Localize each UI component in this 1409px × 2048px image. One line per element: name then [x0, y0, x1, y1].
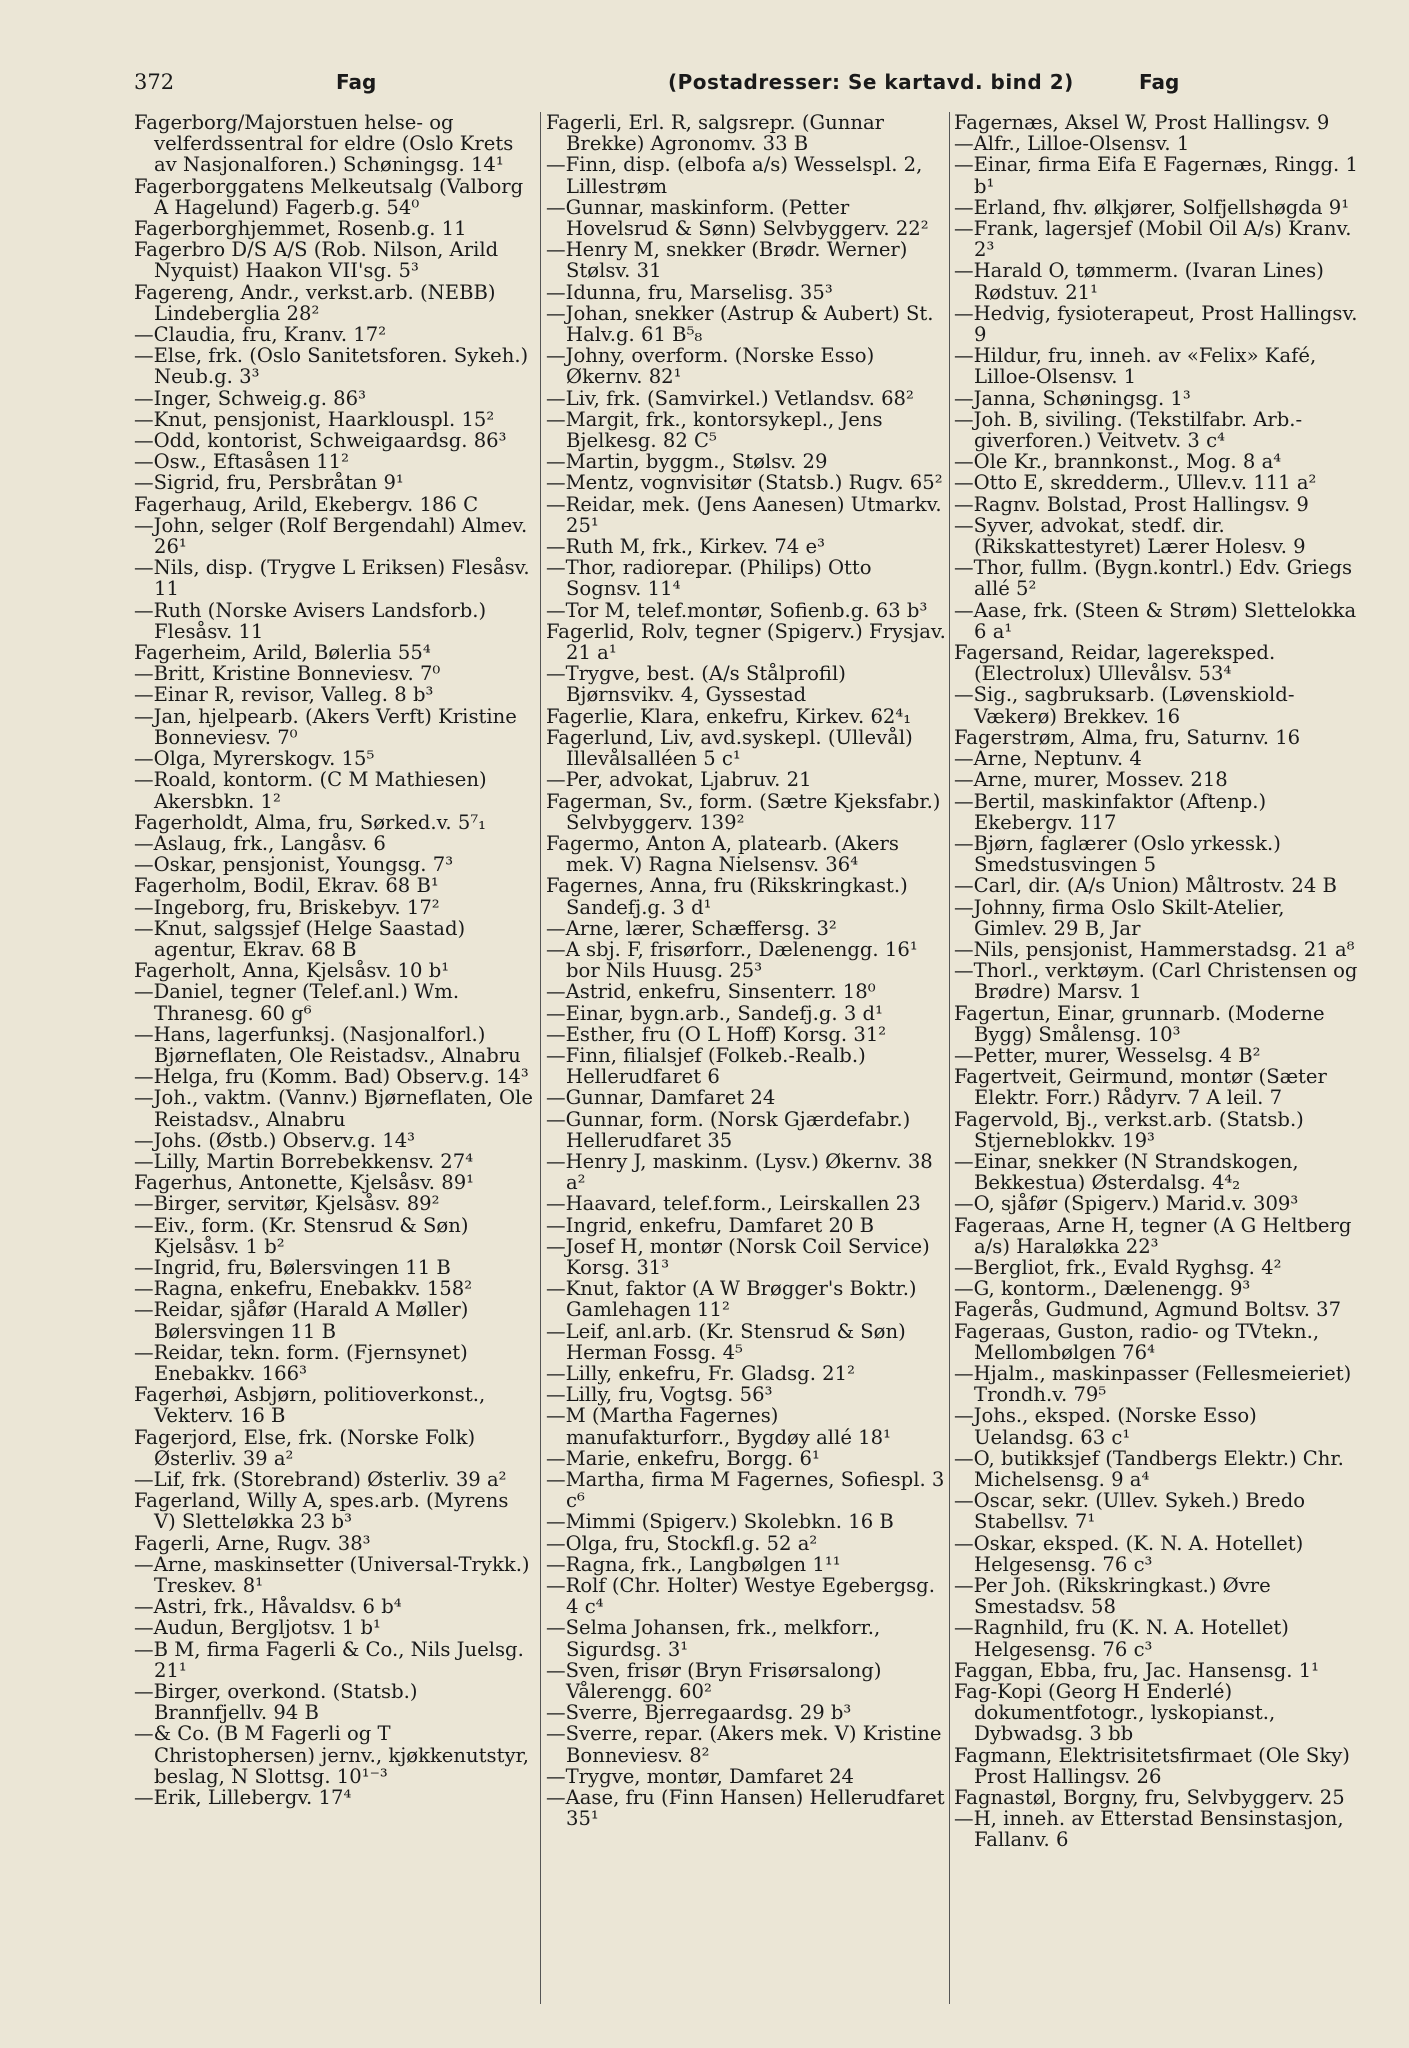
directory-entry: —Sverre, Bjerregaardsg. 29 b³ — [546, 1701, 852, 1725]
directory-entry: —Josef H, montør (Norsk Coil Service) Korsg. 31³ — [546, 1234, 930, 1279]
directory-entry: —Hedvig, fysioterapeut, Prost Hallingsv. 9 — [954, 301, 1358, 347]
directory-entry: —Sven, frisør (Bryn Frisørsalong) Vålerengg. 60² — [546, 1658, 882, 1704]
directory-entry: Fag-Kopi (Georg H Enderlé) dokumentfotogr., lyskopianst., Dybwadsg. 3 bb — [954, 1680, 1276, 1746]
directory-entry: —Inger, Schweig.g. 86³ — [134, 386, 366, 410]
directory-entry: —Olga, fru, Stockfl.g. 52 a² — [546, 1531, 818, 1555]
directory-entry: Fagerholdt, Alma, fru, Sørked.v. 5⁷₁ — [134, 810, 487, 834]
directory-entry: —Bertil, maskinfaktor (Aftenp.) Ekebergv. 117 — [954, 789, 1267, 834]
directory-entry: Fagerhøi, Asbjørn, politioverkonst., Vekterv. 16 B — [134, 1383, 486, 1428]
directory-entry: Fagerland, Willy A, spes.arb. (Myrens V) Sletteløkka 23 b³ — [134, 1489, 509, 1534]
directory-entry: —Trygve, best. (A/s Stålprofil) Bjørnsvikv. 4, Gyssestad — [546, 662, 846, 707]
directory-entry: —Martha, firma M Fagernes, Sofiespl. 3 c⁶ — [546, 1468, 945, 1513]
directory-entry: Fagereng, Andr., verkst.arb. (NEBB) Lindeberglia 28² — [134, 280, 496, 325]
directory-entry: —Thor, fullm. (Bygn.kontrl.) Edv. Griegs allé 5² — [954, 556, 1353, 601]
directory-entry: Fagerborghjemmet, Rosenb.g. 11 — [134, 217, 467, 241]
directory-entry: Fagerborg/Majorstuen helse- og velferdssentral for eldre (Oslo Krets av Nasjonalforen.) Schøningsg. 14¹ — [134, 112, 514, 177]
directory-entry: —Oskar, pensjonist, Youngsg. 7³ — [134, 853, 454, 877]
directory-entry: —Oscar, sekr. (Ullev. Sykeh.) Bredo Stabellsv. 7¹ — [954, 1489, 1306, 1534]
directory-entry: Fagernæs, Aksel W, Prost Hallingsv. 9 — [954, 112, 1330, 134]
page-number: 372 — [134, 70, 175, 94]
directory-entry: —Aslaug, frk., Langåsv. 6 — [134, 831, 386, 855]
directory-entry: —Martin, byggm., Stølsv. 29 — [546, 450, 828, 474]
directory-entry: —Trygve, montør, Damfaret 24 — [546, 1764, 854, 1788]
directory-entry: —Reidar, mek. (Jens Aanesen) Utmarkv. 25¹ — [546, 492, 942, 537]
directory-entry: Fagertveit, Geirmund, montør (Sæter Elektr. Forr.) Rådyrv. 7 A leil. 7 — [954, 1065, 1327, 1110]
directory-entry: —Liv, frk. (Samvirkel.) Vetlandsv. 68² — [546, 386, 914, 410]
directory-entry: —Johs., eksped. (Norske Esso) Uelandsg. 63 c¹ — [954, 1404, 1257, 1449]
directory-entry: —Britt, Kristine Bonneviesv. 7⁰ — [134, 662, 441, 686]
directory-entry: —Reidar, tekn. form. (Fjernsynet) Enebakkv. 166³ — [134, 1340, 468, 1385]
directory-entry: —Ragna, enkefru, Enebakkv. 158² — [134, 1277, 473, 1301]
directory-entry: Fagerman, Sv., form. (Sætre Kjeksfabr.) Selvbyggerv. 139² — [546, 789, 941, 834]
directory-entry: —Syver, advokat, stedf. dir. (Rikskattestyret) Lærer Holesv. 9 — [954, 513, 1306, 559]
center-running-head: (Postadresser: Se kartavd. bind 2) — [668, 70, 1074, 94]
directory-entry: —Per, advokat, Ljabruv. 21 — [546, 768, 812, 792]
directory-entry: —Knut, pensjonist, Haarklouspl. 15² — [134, 407, 495, 431]
directory-entry: —Finn, disp. (elbofa a/s) Wesselspl. 2, Lillestrøm — [546, 153, 923, 198]
directory-entry: —Bergliot, frk., Evald Ryghsg. 4² — [954, 1255, 1282, 1279]
page-header — [134, 66, 1180, 100]
column-divider — [540, 112, 541, 2004]
directory-entry: —Bjørn, faglærer (Oslo yrkessk.) Smedstusvingen 5 — [954, 831, 1281, 877]
directory-entry: —Esther, fru (O L Hoff) Korsg. 31² — [546, 1022, 887, 1046]
directory-entry: Fagnastøl, Borgny, fru, Selvbyggerv. 25 — [954, 1786, 1345, 1810]
directory-entry: —G, kontorm., Dælenengg. 9³ — [954, 1277, 1251, 1301]
directory-entry: —Rolf (Chr. Holter) Westye Egebergsg. 4 c⁴ — [546, 1574, 935, 1619]
directory-entry: —Ingrid, enkefru, Damfaret 20 B — [546, 1213, 875, 1237]
directory-entry: —Arne, lærer, Schæffersg. 3² — [546, 916, 837, 940]
directory-entry: —Sigrid, fru, Persbråtan 9¹ — [134, 471, 404, 495]
directory-entry: —Hans, lagerfunksj. (Nasjonalforl.) Bjørneflaten, Ole Reistadsv., Alnabru — [134, 1022, 521, 1067]
directory-column-2 — [546, 112, 946, 2012]
directory-entry: —Erland, fhv. ølkjører, Solfjellshøgda 9¹ — [954, 195, 1350, 219]
directory-entry: Fagmann, Elektrisitetsfirmaet (Ole Sky) Prost Hallingsv. 26 — [954, 1743, 1350, 1788]
directory-entry: —H, inneh. av Etterstad Bensinstasjon, Fallanv. 6 — [954, 1807, 1344, 1852]
right-running-head: Fag — [1139, 70, 1180, 94]
directory-entry: —O, sjåfør (Spigerv.) Marid.v. 309³ — [954, 1192, 1299, 1216]
directory-entry: —Aase, frk. (Steen & Strøm) Slettelokka 6 a¹ — [954, 598, 1357, 643]
directory-entry: —Mentz, vognvisitør (Statsb.) Rugv. 65² — [546, 471, 943, 495]
directory-column-1 — [134, 112, 534, 2012]
left-running-head: Fag — [336, 70, 377, 94]
directory-entry: —Erik, Lillebergv. 17⁴ — [134, 1786, 352, 1810]
column-divider — [949, 112, 950, 2004]
directory-entry: —Henry J, maskinm. (Lysv.) Økernv. 38 a² — [546, 1149, 933, 1195]
directory-entry: —Gunnar, form. (Norsk Gjærdefabr.) Hellerudfaret 35 — [546, 1107, 911, 1152]
directory-entry: Fagerli, Arne, Rugv. 38³ — [134, 1531, 371, 1555]
directory-entry: Fagertun, Einar, grunnarb. (Moderne Bygg) Smålensg. 10³ — [954, 1001, 1325, 1046]
directory-entry: —Audun, Bergljotsv. 1 b¹ — [134, 1616, 381, 1640]
directory-entry: —Odd, kontorist, Schweigaardsg. 86³ — [134, 429, 507, 453]
directory-entry: Fagerjord, Else, frk. (Norske Folk) Østerliv. 39 a² — [134, 1425, 476, 1470]
directory-entry: —Sverre, repar. (Akers mek. V) Kristine Bonneviesv. 8² — [546, 1722, 942, 1767]
directory-entry: —Otto E, skredderm., Ullev.v. 111 a² — [954, 471, 1317, 495]
directory-entry: —Nils, pensjonist, Hammerstadsg. 21 a⁸ — [954, 937, 1355, 961]
directory-entry: —O, butikksjef (Tandbergs Elektr.) Chr. Michelsensg. 9 a⁴ — [954, 1446, 1344, 1491]
directory-entry: —M (Martha Fagernes) manufakturforr., Bygdøy allé 18¹ — [546, 1404, 891, 1449]
directory-entry: —Lif, frk. (Storebrand) Østerliv. 39 a² — [134, 1468, 507, 1491]
directory-entry: Fagernes, Anna, fru (Rikskringkast.) Sandefj.g. 3 d¹ — [546, 874, 908, 919]
directory-entry: —Margit, frk., kontorsykepl., Jens Bjelkesg. 82 C⁵ — [546, 407, 883, 453]
directory-entry: —Alfr., Lilloe-Olsensv. 1 — [954, 132, 1190, 156]
directory-entry: —Henry M, snekker (Brødr. Werner) Stølsv. 31 — [546, 238, 908, 283]
directory-entry: —Johnny, firma Oslo Skilt-Atelier, Gimlev. 29 B, Jar — [954, 895, 1285, 940]
directory-entry: —Selma Johansen, frk., melkforr., Sigurdsg. 3¹ — [546, 1616, 881, 1661]
directory-entry: —Aase, fru (Finn Hansen) Hellerudfaret 35¹ — [546, 1786, 945, 1831]
directory-entry: —Gunnar, maskinform. (Petter Hovelsrud & Sønn) Selvbyggerv. 22² — [546, 195, 929, 241]
directory-entry: —Thorl., verktøym. (Carl Christensen og Brødre) Marsv. 1 — [954, 959, 1358, 1004]
directory-entry: Fagervold, Bj., verkst.arb. (Statsb.) Stjerneblokkv. 19³ — [954, 1107, 1304, 1152]
directory-entry: —Janna, Schøningsg. 1³ — [954, 386, 1191, 410]
directory-entry: —Hildur, fru, inneh. av «Felix» Kafé, Lilloe-Olsensv. 1 — [954, 344, 1317, 389]
directory-entry: —Osw., Eftasåsen 11² — [134, 450, 349, 474]
directory-entry: —Einar R, revisor, Valleg. 8 b³ — [134, 683, 434, 707]
directory-entry: Fagerlie, Klara, enkefru, Kirkev. 62⁴₁ — [546, 704, 912, 728]
directory-entry: —Joh., vaktm. (Vannv.) Bjørneflaten, Ole Reistadsv., Alnabru — [134, 1086, 533, 1131]
directory-column-3 — [954, 112, 1360, 2012]
directory-entry: —Astrid, enkefru, Sinsenterr. 18⁰ — [546, 980, 876, 1004]
directory-entry: —Lilly, enkefru, Fr. Gladsg. 21² — [546, 1361, 855, 1385]
directory-entry: —Joh. B, siviling. (Tekstilfabr. Arb.-giverforen.) Veitvetv. 3 c⁴ — [954, 407, 1303, 453]
directory-entry: —Knut, faktor (A W Brøgger's Boktr.) Gamlehagen 11² — [546, 1277, 917, 1322]
directory-entry: Fagerhaug, Arild, Ekebergv. 186 C — [134, 492, 479, 516]
directory-entry: Fagerholm, Bodil, Ekrav. 68 B¹ — [134, 874, 439, 898]
directory-entry: —Olga, Myrerskogv. 15⁵ — [134, 747, 375, 771]
directory-entry: Fagerhus, Antonette, Kjelsåsv. 89¹ — [134, 1171, 475, 1195]
directory-entry: Fagerheim, Arild, Bølerlia 55⁴ — [134, 641, 431, 665]
directory-entry: —Arne, Neptunv. 4 — [954, 747, 1142, 771]
directory-entry: —Idunna, fru, Marselisg. 35³ — [546, 280, 833, 304]
directory-entry: Fagersand, Reidar, lagereksped. (Electrolux) Ullevålsv. 53⁴ — [954, 641, 1276, 686]
directory-entry: —Carl, dir. (A/s Union) Måltrostv. 24 B — [954, 874, 1337, 898]
directory-entry: —Per Joh. (Rikskringkast.) Øvre Smestadsv. 58 — [954, 1574, 1271, 1619]
directory-entry: Fagerli, Erl. R, salgsrepr. (Gunnar Brekke) Agronomv. 33 B — [546, 112, 885, 156]
directory-entry: —Marie, enkefru, Borgg. 6¹ — [546, 1446, 820, 1470]
directory-entry: —Ruth (Norske Avisers Landsforb.) Flesåsv. 11 — [134, 598, 487, 643]
directory-entry: —Birger, overkond. (Statsb.) Brannfjellv. 94 B — [134, 1680, 418, 1725]
directory-entry: —Lilly, fru, Vogtsg. 56³ — [546, 1383, 773, 1407]
directory-entry: —Eiv., form. (Kr. Stensrud & Søn) Kjelsåsv. 1 b² — [134, 1213, 469, 1258]
directory-entry: Fagerbro D/S A/S (Rob. Nilson, Arild Nyquist) Haakon VII'sg. 5³ — [134, 238, 499, 283]
directory-entry: —Johs. (Østb.) Observ.g. 14³ — [134, 1128, 416, 1152]
directory-entry: Fageraas, Guston, radio- og TVtekn., Mellombølgen 76⁴ — [954, 1319, 1320, 1364]
directory-entry: —Ingeborg, fru, Briskebyv. 17² — [134, 895, 440, 919]
directory-entry: —A sbj. F, frisørforr., Dælenengg. 16¹ bor Nils Huusg. 25³ — [546, 937, 918, 983]
directory-entry: —Astri, frk., Håvaldsv. 6 b⁴ — [134, 1595, 402, 1619]
directory-entry: —Birger, servitør, Kjelsåsv. 89² — [134, 1192, 440, 1216]
directory-entry: —John, selger (Rolf Bergendahl) Almev. 26¹ — [134, 513, 528, 559]
directory-entry: —Einar, bygn.arb., Sandefj.g. 3 d¹ — [546, 1001, 883, 1025]
directory-entry: —Haavard, telef.form., Leirskallen 23 — [546, 1192, 921, 1216]
directory-entry: —Tor M, telef.montør, Sofienb.g. 63 b³ — [546, 598, 928, 622]
directory-entry: Fagerborggatens Melkeutsalg (Valborg A Hagelund) Fagerb.g. 54⁰ — [134, 174, 524, 219]
directory-entry: —Claudia, fru, Kranv. 17² — [134, 323, 387, 347]
directory-entry: —Finn, filialsjef (Folkeb.-Realb.) Hellerudfaret 6 — [546, 1043, 866, 1089]
directory-entry: —Nils, disp. (Trygve L Eriksen) Flesåsv. 11 — [134, 556, 530, 601]
directory-entry: —Daniel, tegner (Telef.anl.) Wm. Thranesg. 60 g⁶ — [134, 980, 460, 1025]
directory-entry: —Petter, murer, Wesselsg. 4 B² — [954, 1043, 1261, 1067]
directory-entry: —Roald, kontorm. (C M Mathiesen) Akersbkn. 1² — [134, 768, 487, 813]
directory-entry: —Hjalm., maskinpasser (Fellesmeieriet) Trondh.v. 79⁵ — [954, 1361, 1352, 1407]
directory-entry: —Jan, hjelpearb. (Akers Verft) Kristine Bonneviesv. 7⁰ — [134, 704, 517, 749]
directory-entry: Fagerholt, Anna, Kjelsåsv. 10 b¹ — [134, 959, 450, 983]
directory-entry: —Harald O, tømmerm. (Ivaran Lines) Rødstuv. 21¹ — [954, 259, 1324, 304]
directory-entry: Fageraas, Arne H, tegner (A G Heltberg a/s) Haraløkka 22³ — [954, 1213, 1352, 1258]
directory-entry: —Ole Kr., brannkonst., Mog. 8 a⁴ — [954, 450, 1282, 474]
directory-entry: —Ragnhild, fru (K. N. A. Hotellet) Helgesensg. 76 c³ — [954, 1616, 1289, 1661]
directory-entry: —Thor, radiorepar. (Philips) Otto Sognsv. 11⁴ — [546, 556, 872, 601]
directory-entry: —& Co. (B M Fagerli og T Christophersen) jernv., kjøkkenutstyr, beslag, N Slottsg. 10¹⁻³ — [134, 1722, 529, 1788]
directory-entry: Fagerlid, Rolv, tegner (Spigerv.) Frysjav. 21 a¹ — [546, 619, 946, 665]
directory-entry: —Ragnv. Bolstad, Prost Hallingsv. 9 — [954, 492, 1309, 516]
directory-entry: —Lilly, Martin Borrebekkensv. 27⁴ — [134, 1149, 474, 1173]
directory-entry: —Leif, anl.arb. (Kr. Stensrud & Søn) Herman Fossg. 4⁵ — [546, 1319, 906, 1364]
directory-entry: —Mimmi (Spigerv.) Skolebkn. 16 B — [546, 1510, 894, 1534]
directory-entry: —Ragna, frk., Langbølgen 1¹¹ — [546, 1552, 841, 1576]
directory-entry: —B M, firma Fagerli & Co., Nils Juelsg. 21¹ — [134, 1637, 524, 1682]
directory-entry: —Einar, snekker (N Strandskogen, Bekkestua) Østerdalsg. 4⁴₂ — [954, 1149, 1299, 1195]
directory-entry: —Frank, lagersjef (Mobil Oil A/s) Kranv. 2³ — [954, 217, 1352, 262]
directory-entry: —Arne, murer, Mossev. 218 — [954, 768, 1228, 792]
directory-entry: —Oskar, eksped. (K. N. A. Hotellet) Helgesensg. 76 c³ — [954, 1531, 1304, 1576]
directory-entry: —Sig., sagbruksarb. (Løvenskiold-Vækerø) Brekkev. 16 — [954, 683, 1295, 728]
directory-entry: —Else, frk. (Oslo Sanitetsforen. Sykeh.) Neub.g. 3³ — [134, 344, 529, 389]
directory-entry: —Johny, overform. (Norske Esso) Økernv. 82¹ — [546, 344, 875, 389]
directory-entry: —Knut, salgssjef (Helge Saastad) agentur, Ekrav. 68 B — [134, 916, 466, 961]
directory-entry: Fagerstrøm, Alma, fru, Saturnv. 16 — [954, 725, 1301, 749]
directory-entry: Fagerlund, Liv, avd.syskepl. (Ullevål) Illevålsalléen 5 c¹ — [546, 725, 913, 771]
directory-entry: —Helga, fru (Komm. Bad) Observ.g. 14³ — [134, 1065, 529, 1089]
directory-entry: —Ingrid, fru, Bølersvingen 11 B — [134, 1255, 451, 1279]
directory-entry: Faggan, Ebba, fru, Jac. Hansensg. 1¹ — [954, 1658, 1320, 1682]
directory-entry: —Arne, maskinsetter (Universal-Trykk.) Treskev. 8¹ — [134, 1552, 530, 1598]
directory-entry: —Einar, firma Eifa E Fagernæs, Ringg. 1 b¹ — [954, 153, 1358, 198]
directory-entry: Fagerås, Gudmund, Agmund Boltsv. 37 — [954, 1298, 1342, 1322]
directory-entry: Fagermo, Anton A, platearb. (Akers mek. V) Ragna Nielsensv. 36⁴ — [546, 831, 899, 877]
directory-entry: —Johan, snekker (Astrup & Aubert) St. Halv.g. 61 B⁵₈ — [546, 301, 934, 347]
directory-entry: —Gunnar, Damfaret 24 — [546, 1086, 776, 1110]
directory-entry: —Ruth M, frk., Kirkev. 74 e³ — [546, 535, 825, 559]
directory-entry: —Reidar, sjåfør (Harald A Møller) Bølersvingen 11 B — [134, 1298, 469, 1343]
